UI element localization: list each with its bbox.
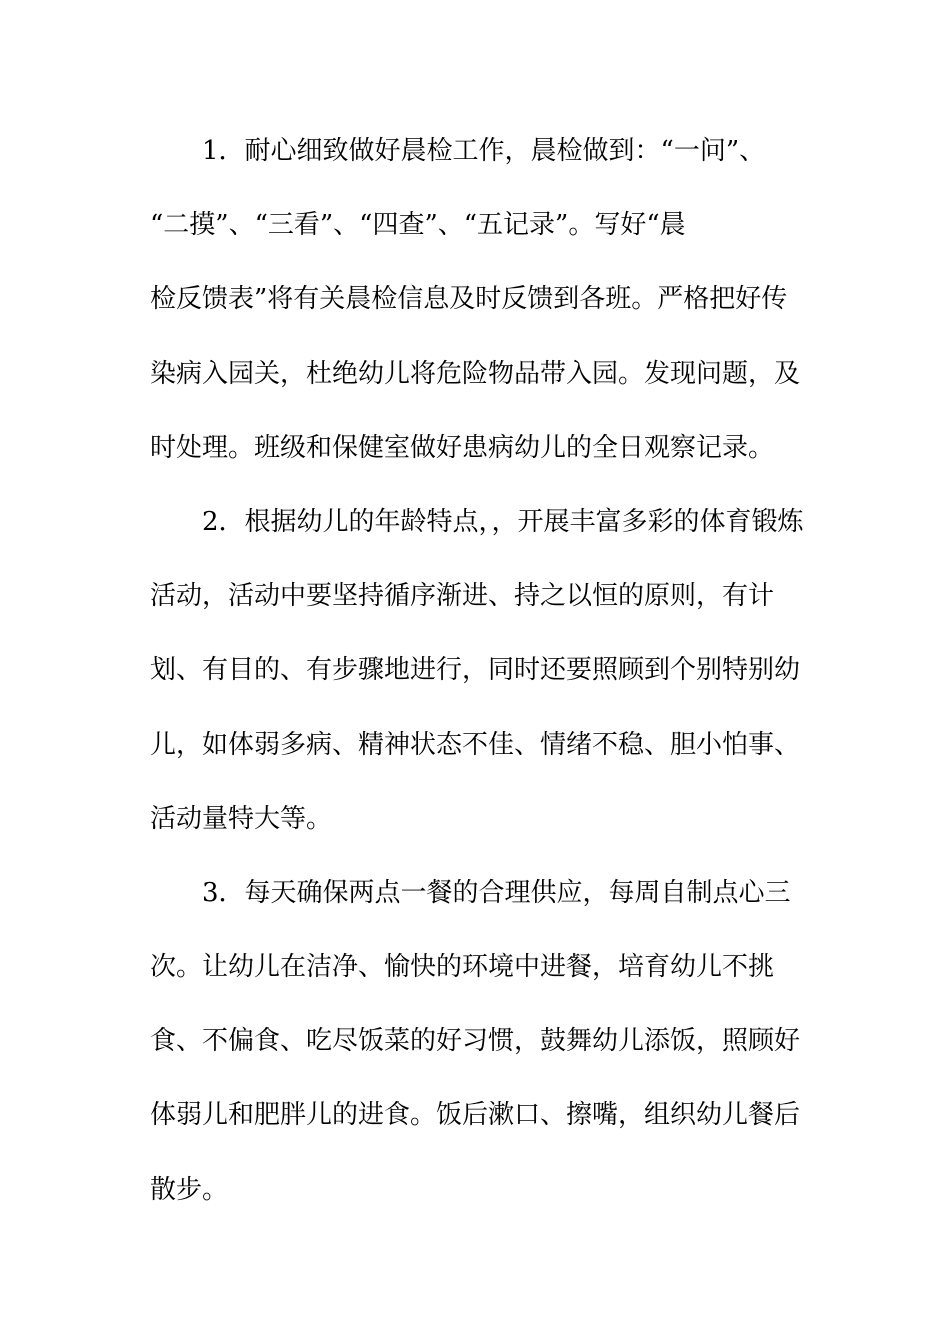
- paragraph-physical-activity: [150, 485, 810, 856]
- text-line: 活动，活动中要坚持循序渐进、持之以恒的原则，有计: [150, 581, 775, 612]
- text-line: 检反馈表”将有关晨检信息及时反馈到各班。严格把好传: [150, 284, 788, 315]
- text-line: 儿，如体弱多病、精神状态不佳、情绪不稳、胆小怕事、: [150, 729, 801, 760]
- text-line: 3．每天确保两点一餐的合理供应，每周自制点心三: [150, 877, 791, 908]
- text-line: 时处理。班级和保健室做好患病幼儿的全日观察记录。: [150, 432, 775, 463]
- text-line: “二摸”、“三看”、“四查”、“五记录”。写好“晨: [150, 210, 686, 241]
- paragraph-meals: [150, 856, 810, 1227]
- text-line: 次。让幼儿在洁净、愉快的环境中进餐，培育幼儿不挑: [150, 952, 775, 983]
- text-line: 食、不偏食、吃尽饭菜的好习惯，鼓舞幼儿添饭，照顾好: [150, 1026, 801, 1057]
- text-line: 活动量特大等。: [150, 803, 333, 834]
- paragraph-morning-check: [150, 114, 810, 485]
- text-line: 散步。: [150, 1174, 229, 1205]
- text-line: 染病入园关，杜绝幼儿将危险物品带入园。发现问题，及: [150, 358, 801, 389]
- text-line: 划、有目的、有步骤地进行，同时还要照顾到个别特别幼: [150, 655, 801, 686]
- text-line: 体弱儿和肥胖儿的进食。饭后漱口、擦嘴，组织幼儿餐后: [150, 1100, 801, 1131]
- text-line: 1．耐心细致做好晨检工作，晨检做到：“一问”、: [150, 136, 766, 166]
- document-body: [150, 114, 810, 1227]
- text-line: 2．根据幼儿的年龄特点，，开展丰富多彩的体育锻炼: [150, 506, 804, 537]
